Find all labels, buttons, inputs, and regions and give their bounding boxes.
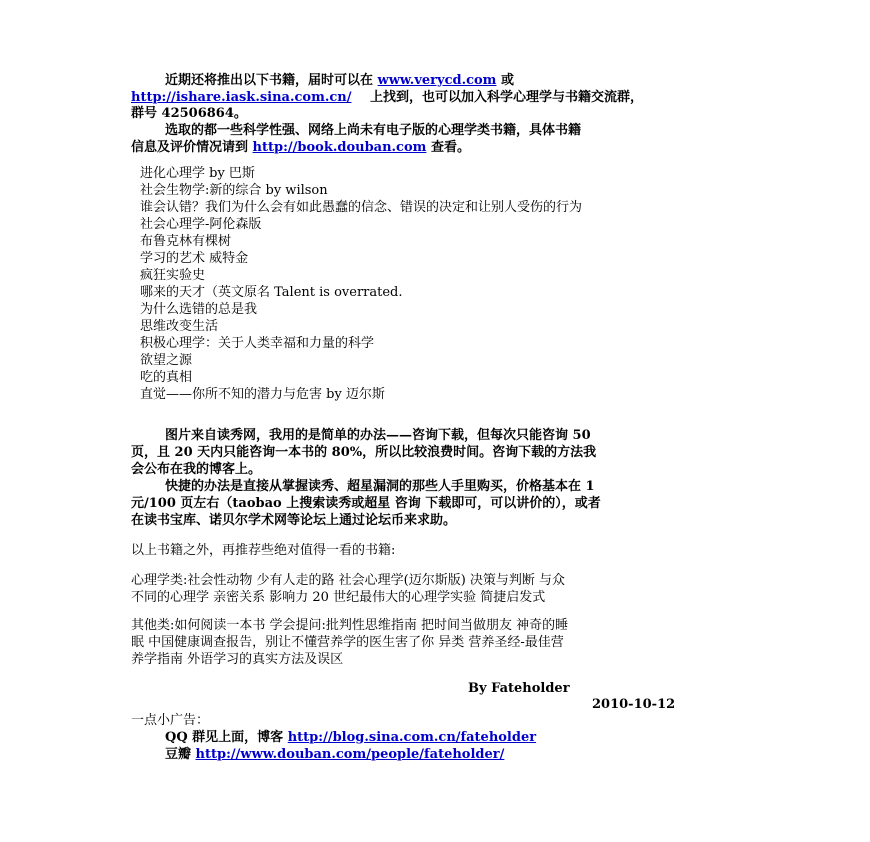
method-line: 页，且 20 天内只能咨询一本书的 80%，所以比较浪费时间。咨询下载的方法我 xyxy=(131,445,597,460)
ad-title: 一点小广告： xyxy=(131,713,210,728)
book-item: 欲望之源 xyxy=(140,353,193,368)
blog-link[interactable]: http://blog.sina.com.cn/fateholder xyxy=(287,730,537,745)
intro-line-4: 选取的都一些科学性强、网络上尚未有电子版的心理学类书籍，具体书籍 xyxy=(165,123,582,138)
recommend-psych-line: 不同的心理学 亲密关系 影响力 20 世纪最伟大的心理学实验 简捷启发式 xyxy=(131,590,546,605)
book-item: 进化心理学 by 巴斯 xyxy=(140,166,255,181)
intro-line-3: 群号 42506864。 xyxy=(131,106,247,121)
intro-text: 近期还将推出以下书籍，届时可以在 xyxy=(165,73,374,88)
iask-link[interactable]: http://ishare.iask.sina.com.cn/ xyxy=(131,90,352,105)
book-item: 社会生物学:新的综合 by wilson xyxy=(140,183,328,198)
book-item: 谁会认错？我们为什么会有如此愚蠢的信念、错误的决定和让别人受伤的行为 xyxy=(140,200,583,215)
recommend-other-line: 养学指南 外语学习的真实方法及误区 xyxy=(131,652,344,667)
intro-text: 上找到，也可以加入科学心理学与书籍交流群， xyxy=(370,90,644,105)
intro-line-5 xyxy=(131,139,751,156)
book-item: 积极心理学：关于人类幸福和力量的科学 xyxy=(140,336,375,351)
method-line: 在读书宝库、诺贝尔学术网等论坛上通过论坛币来求助。 xyxy=(131,513,457,528)
douban-book-link[interactable]: http://book.douban.com xyxy=(252,140,427,155)
intro-text: 或 xyxy=(500,73,514,88)
ad-douban-line xyxy=(165,746,785,763)
ad-text: QQ 群见上面，博客 xyxy=(165,730,284,745)
book-item: 直觉——你所不知的潜力与危害 by 迈尔斯 xyxy=(140,387,385,402)
book-item: 社会心理学-阿伦森版 xyxy=(140,217,262,232)
ad-text: 豆瓣 xyxy=(165,747,192,762)
ad-qq-line xyxy=(165,729,785,746)
recommend-other-line: 眠 中国健康调查报告，别让不懂营养学的医生害了你 异类 营养圣经-最佳营 xyxy=(131,635,564,650)
signature-date: 2010-10-12 xyxy=(592,697,676,712)
book-item: 为什么选错的总是我 xyxy=(140,302,258,317)
signature-author: By Fateholder xyxy=(468,681,570,696)
book-item: 思维改变生活 xyxy=(140,319,219,334)
book-item: 布鲁克林有棵树 xyxy=(140,234,232,249)
book-item: 哪来的天才（英文原名 Talent is overrated. xyxy=(140,285,403,300)
method-line: 会公布在我的博客上。 xyxy=(131,462,262,477)
douban-profile-link[interactable]: http://www.douban.com/people/fateholder/ xyxy=(195,747,505,762)
recommend-heading: 以上书籍之外，再推荐些绝对值得一看的书籍: xyxy=(131,543,396,558)
method-line: 图片来自读秀网，我用的是简单的办法——咨询下载，但每次只能咨询 50 xyxy=(165,428,591,443)
intro-text: 信息及评价情况请到 xyxy=(131,140,249,155)
verycd-link[interactable]: www.verycd.com xyxy=(377,73,497,88)
book-item: 学习的艺术 威特金 xyxy=(140,251,249,266)
intro-line-2 xyxy=(131,89,751,106)
recommend-other-line: 其他类:如何阅读一本书 学会提问:批判性思维指南 把时间当做朋友 神奇的睡 xyxy=(131,618,569,633)
book-item: 疯狂实验史 xyxy=(140,268,206,283)
intro-line-1 xyxy=(165,72,785,89)
recommend-psych-line: 心理学类:社会性动物 少有人走的路 社会心理学(迈尔斯版) 决策与判断 与众 xyxy=(131,573,566,588)
book-item: 吃的真相 xyxy=(140,370,193,385)
method-line: 元/100 页左右（taobao 上搜索读秀或超星 咨询 下载即可，可以讲价的），或者 xyxy=(131,496,601,511)
method-line: 快捷的办法是直接从掌握读秀、超星漏洞的那些人手里购买，价格基本在 1 xyxy=(165,479,595,494)
intro-text: 查看。 xyxy=(430,140,470,155)
